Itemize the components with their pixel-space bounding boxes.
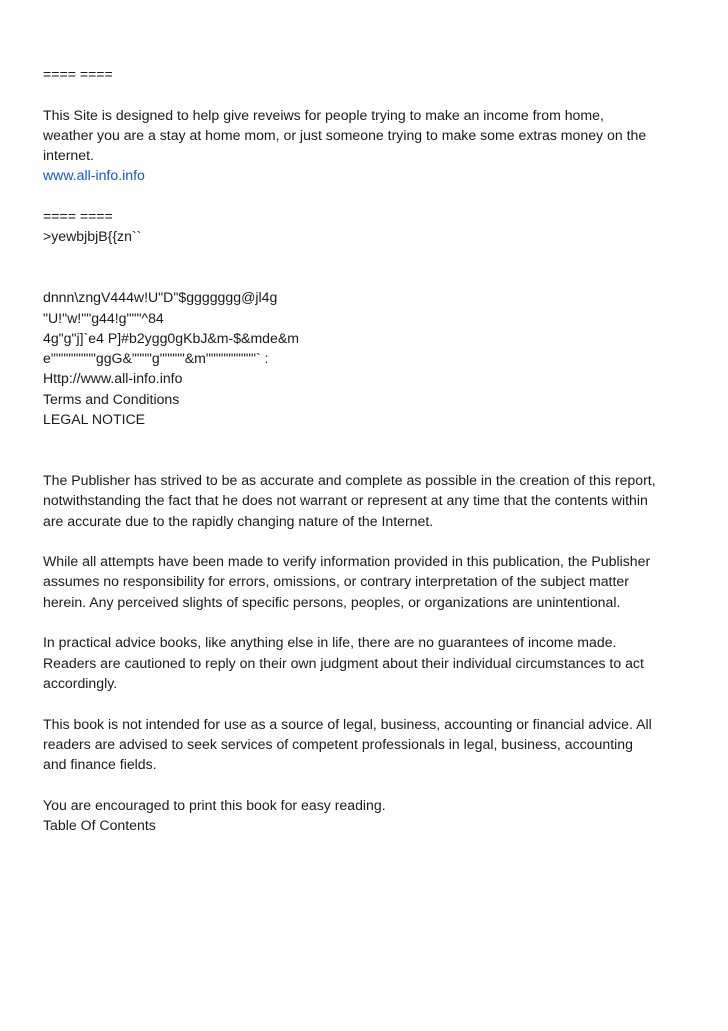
garbled-text-line: e"""""""""ggG&""""g"""""&m""""""""""` :	[43, 350, 269, 367]
table-of-contents-heading: Table Of Contents	[43, 816, 156, 833]
separator-second: ==== ====	[43, 208, 113, 225]
garbled-text-line: 4g"g"j]`e4 P]#b2ygg0gKbJ&m-$&mde&m	[43, 329, 299, 346]
disclaimer-paragraph-responsibility	[43, 551, 693, 612]
spacer	[43, 186, 693, 206]
intro-line: This Site is designed to help give reveiws for people trying to make an income from home,	[43, 106, 604, 123]
closing-block	[43, 795, 693, 836]
paragraph-line: are accurate due to the rapidly changing nature of the Internet.	[43, 512, 434, 529]
paragraph-line: notwithstanding the fact that he does not warrant or represent at any time that the contents within	[43, 492, 648, 509]
disclaimer-paragraph-accuracy	[43, 470, 693, 531]
spacer	[43, 84, 693, 104]
paragraph-line: Readers are cautioned to reply on their own judgment about their individual circumstances to act	[43, 654, 644, 671]
paragraph-line: While all attempts have been made to verify information provided in this publication, the Publisher	[43, 553, 651, 570]
spacer	[43, 267, 693, 287]
site-link[interactable]: www.all-info.info	[43, 167, 145, 184]
spacer	[43, 612, 693, 632]
document-body	[43, 64, 693, 835]
garbled-text-line: dnnn\zngV444w!U"D"$ggggggg@jl4g	[43, 289, 278, 306]
disclaimer-paragraph-advice	[43, 714, 693, 775]
paragraph-line: The Publisher has strived to be as accurate and complete as possible in the creation of this report,	[43, 471, 656, 488]
paragraph-line: accordingly.	[43, 674, 118, 691]
disclaimer-paragraph-guarantees	[43, 632, 693, 693]
spacer	[43, 247, 693, 267]
spacer	[43, 531, 693, 551]
website-url-text: Http://www.all-info.info	[43, 370, 183, 387]
paragraph-line: readers are advised to seek services of competent professionals in legal, business, accounting	[43, 735, 633, 752]
garbled-block	[43, 287, 693, 429]
paragraph-line: In practical advice books, like anything else in life, there are no guarantees of income made.	[43, 634, 617, 651]
paragraph-line: herein. Any perceived slights of specific persons, peoples, or organizations are unintentional.	[43, 593, 621, 610]
spacer	[43, 774, 693, 794]
paragraph-line: This book is not intended for use as a source of legal, business, accounting or financial advice. All	[43, 715, 652, 732]
garbled-text-line: "U!"w!""g44!g"""^84	[43, 309, 164, 326]
terms-heading: Terms and Conditions	[43, 390, 180, 407]
spacer	[43, 450, 693, 470]
spacer	[43, 429, 693, 449]
intro-line: weather you are a stay at home mom, or just someone trying to make some extras money on the	[43, 126, 647, 143]
paragraph-line: assumes no responsibility for errors, omissions, or contrary interpretation of the subject matter	[43, 573, 629, 590]
garbled-text-line: >yewbjbjB{{zn``	[43, 228, 142, 245]
separator-top: ==== ====	[43, 66, 113, 82]
paragraph-line: and finance fields.	[43, 756, 157, 773]
intro-paragraph	[43, 105, 693, 186]
spacer	[43, 693, 693, 713]
intro-line: internet.	[43, 147, 94, 164]
legal-notice-heading: LEGAL NOTICE	[43, 411, 146, 428]
print-note: You are encouraged to print this book for easy reading.	[43, 796, 386, 813]
